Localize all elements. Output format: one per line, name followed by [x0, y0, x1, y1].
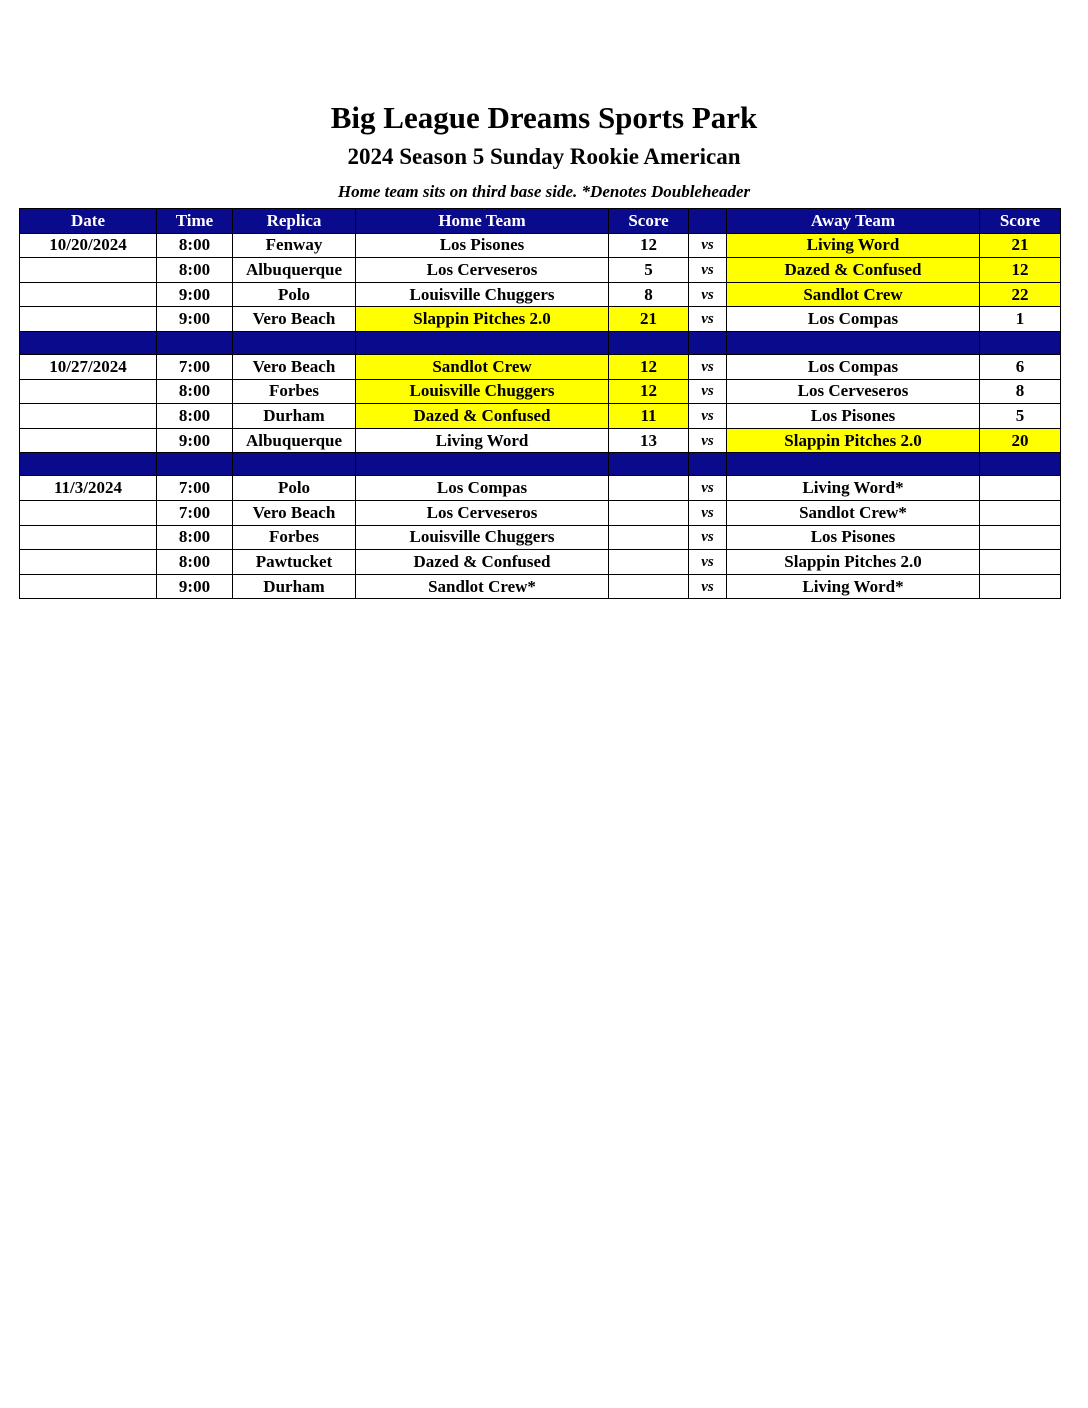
spacer-cell — [727, 453, 980, 476]
time-cell: 8:00 — [157, 379, 233, 404]
away-team-cell: Living Word* — [727, 574, 980, 599]
away-team-cell: Slappin Pitches 2.0 — [727, 550, 980, 575]
away-team-cell: Living Word — [727, 233, 980, 258]
date-cell — [20, 574, 157, 599]
away-team-cell: Los Cerveseros — [727, 379, 980, 404]
date-cell — [20, 282, 157, 307]
away-score-cell: 22 — [980, 282, 1061, 307]
home-team-cell: Los Pisones — [356, 233, 609, 258]
date-cell: 10/27/2024 — [20, 354, 157, 379]
date-cell — [20, 428, 157, 453]
col-header-away-score: Score — [980, 209, 1061, 234]
col-header-away-team: Away Team — [727, 209, 980, 234]
replica-cell: Vero Beach — [233, 500, 356, 525]
spacer-cell — [157, 331, 233, 354]
home-team-cell: Dazed & Confused — [356, 404, 609, 429]
page-title: Big League Dreams Sports Park — [330, 100, 758, 135]
spacer-cell — [609, 331, 689, 354]
table-row — [20, 500, 1061, 525]
col-header-date: Date — [20, 209, 157, 234]
date-cell — [20, 550, 157, 575]
date-cell — [20, 525, 157, 550]
spacer-cell — [157, 453, 233, 476]
time-cell: 9:00 — [157, 574, 233, 599]
table-row — [20, 233, 1061, 258]
table-header-row — [20, 209, 1061, 234]
table-row — [20, 404, 1061, 429]
replica-cell: Pawtucket — [233, 550, 356, 575]
vs-cell: vs — [689, 354, 727, 379]
away-team-cell: Dazed & Confused — [727, 258, 980, 283]
spacer-cell — [20, 331, 157, 354]
home-team-cell: Los Cerveseros — [356, 500, 609, 525]
replica-cell: Forbes — [233, 379, 356, 404]
replica-cell: Forbes — [233, 525, 356, 550]
replica-cell: Fenway — [233, 233, 356, 258]
spacer-cell — [689, 453, 727, 476]
home-team-cell: Los Compas — [356, 476, 609, 501]
home-score-cell: 21 — [609, 307, 689, 332]
home-score-cell: 13 — [609, 428, 689, 453]
table-row — [20, 574, 1061, 599]
time-cell: 8:00 — [157, 404, 233, 429]
home-team-cell: Louisville Chuggers — [356, 525, 609, 550]
vs-cell: vs — [689, 500, 727, 525]
time-cell: 7:00 — [157, 476, 233, 501]
date-cell: 10/20/2024 — [20, 233, 157, 258]
spacer-cell — [233, 331, 356, 354]
replica-cell: Polo — [233, 476, 356, 501]
spacer-cell — [356, 453, 609, 476]
col-header-vs — [689, 209, 727, 234]
away-score-cell: 1 — [980, 307, 1061, 332]
table-row — [20, 428, 1061, 453]
away-score-cell: 12 — [980, 258, 1061, 283]
vs-cell: vs — [689, 233, 727, 258]
home-score-cell: 12 — [609, 233, 689, 258]
home-team-cell: Louisville Chuggers — [356, 282, 609, 307]
schedule-table — [19, 208, 1061, 599]
col-header-time: Time — [157, 209, 233, 234]
home-score-cell: 5 — [609, 258, 689, 283]
time-cell: 7:00 — [157, 354, 233, 379]
away-score-cell — [980, 476, 1061, 501]
vs-cell: vs — [689, 258, 727, 283]
date-cell — [20, 379, 157, 404]
spacer-cell — [980, 453, 1061, 476]
vs-cell: vs — [689, 404, 727, 429]
time-cell: 9:00 — [157, 307, 233, 332]
col-header-replica: Replica — [233, 209, 356, 234]
replica-cell: Vero Beach — [233, 307, 356, 332]
table-row — [20, 258, 1061, 283]
vs-cell: vs — [689, 428, 727, 453]
away-score-cell: 8 — [980, 379, 1061, 404]
date-cell: 11/3/2024 — [20, 476, 157, 501]
spacer-cell — [980, 331, 1061, 354]
col-header-home-score: Score — [609, 209, 689, 234]
away-team-cell: Los Pisones — [727, 525, 980, 550]
spacer-cell — [689, 331, 727, 354]
away-score-cell — [980, 574, 1061, 599]
home-team-cell: Sandlot Crew* — [356, 574, 609, 599]
away-team-cell: Los Pisones — [727, 404, 980, 429]
spacer-row — [20, 331, 1061, 354]
page-subtitle: 2024 Season 5 Sunday Rookie American — [347, 144, 741, 169]
away-team-cell: Los Compas — [727, 307, 980, 332]
date-cell — [20, 500, 157, 525]
home-score-cell — [609, 574, 689, 599]
table-row — [20, 307, 1061, 332]
away-score-cell — [980, 525, 1061, 550]
vs-cell: vs — [689, 550, 727, 575]
away-team-cell: Living Word* — [727, 476, 980, 501]
home-team-cell: Sandlot Crew — [356, 354, 609, 379]
away-score-cell: 5 — [980, 404, 1061, 429]
home-team-cell: Los Cerveseros — [356, 258, 609, 283]
away-score-cell: 6 — [980, 354, 1061, 379]
time-cell: 8:00 — [157, 258, 233, 283]
away-score-cell — [980, 550, 1061, 575]
table-row — [20, 379, 1061, 404]
vs-cell: vs — [689, 476, 727, 501]
home-score-cell: 12 — [609, 379, 689, 404]
home-score-cell — [609, 550, 689, 575]
home-team-cell: Slappin Pitches 2.0 — [356, 307, 609, 332]
home-team-cell: Louisville Chuggers — [356, 379, 609, 404]
spacer-cell — [233, 453, 356, 476]
time-cell: 8:00 — [157, 525, 233, 550]
spacer-row — [20, 453, 1061, 476]
vs-cell: vs — [689, 379, 727, 404]
away-team-cell: Sandlot Crew* — [727, 500, 980, 525]
away-score-cell — [980, 500, 1061, 525]
home-team-cell: Living Word — [356, 428, 609, 453]
replica-cell: Vero Beach — [233, 354, 356, 379]
vs-cell: vs — [689, 307, 727, 332]
spacer-cell — [356, 331, 609, 354]
page-note: Home team sits on third base side. *Denotes Doubleheader — [337, 182, 751, 201]
replica-cell: Durham — [233, 574, 356, 599]
away-score-cell: 20 — [980, 428, 1061, 453]
home-team-cell: Dazed & Confused — [356, 550, 609, 575]
vs-cell: vs — [689, 525, 727, 550]
home-score-cell: 8 — [609, 282, 689, 307]
home-score-cell — [609, 476, 689, 501]
away-score-cell: 21 — [980, 233, 1061, 258]
away-team-cell: Sandlot Crew — [727, 282, 980, 307]
table-row — [20, 282, 1061, 307]
replica-cell: Polo — [233, 282, 356, 307]
table-row — [20, 525, 1061, 550]
spacer-cell — [20, 453, 157, 476]
col-header-home-team: Home Team — [356, 209, 609, 234]
home-score-cell: 12 — [609, 354, 689, 379]
table-row — [20, 550, 1061, 575]
time-cell: 9:00 — [157, 282, 233, 307]
time-cell: 8:00 — [157, 550, 233, 575]
time-cell: 9:00 — [157, 428, 233, 453]
date-cell — [20, 404, 157, 429]
replica-cell: Albuquerque — [233, 428, 356, 453]
home-score-cell — [609, 525, 689, 550]
vs-cell: vs — [689, 282, 727, 307]
replica-cell: Albuquerque — [233, 258, 356, 283]
date-cell — [20, 307, 157, 332]
replica-cell: Durham — [233, 404, 356, 429]
away-team-cell: Slappin Pitches 2.0 — [727, 428, 980, 453]
time-cell: 7:00 — [157, 500, 233, 525]
away-team-cell: Los Compas — [727, 354, 980, 379]
date-cell — [20, 258, 157, 283]
vs-cell: vs — [689, 574, 727, 599]
time-cell: 8:00 — [157, 233, 233, 258]
home-score-cell: 11 — [609, 404, 689, 429]
table-row — [20, 476, 1061, 501]
spacer-cell — [727, 331, 980, 354]
home-score-cell — [609, 500, 689, 525]
spacer-cell — [609, 453, 689, 476]
table-row — [20, 354, 1061, 379]
